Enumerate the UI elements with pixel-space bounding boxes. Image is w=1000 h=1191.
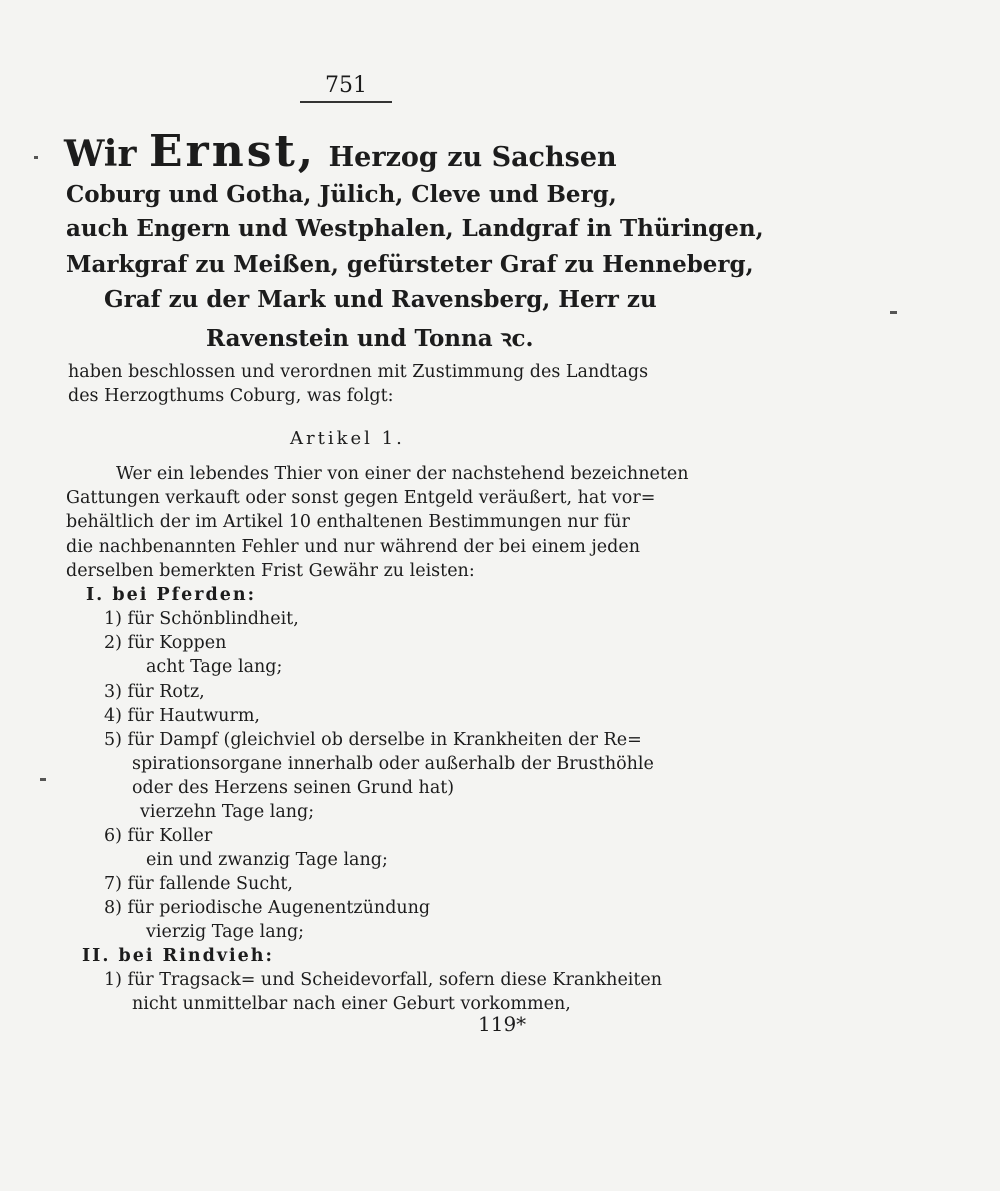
title-line: Graf zu der Mark und Ravensberg, Herr zu: [104, 286, 657, 313]
section-heading-cattle: II. bei Rindvieh:: [82, 946, 274, 966]
list-item: 6) für Koller: [104, 826, 213, 846]
article-line: die nachbenannten Fehler und nur während der bei einem jeden: [66, 537, 640, 557]
article-heading: Artikel 1.: [290, 428, 405, 449]
list-item-duration: ein und zwanzig Tage lang;: [146, 850, 388, 870]
list-item: 3) für Rotz,: [104, 682, 205, 702]
title-line: Ravenstein und Tonna ꝛc.: [206, 325, 534, 352]
article-line: derselben bemerkten Frist Gewähr zu leisten:: [66, 561, 475, 581]
list-item: 5) für Dampf (gleichviel ob derselbe in Krankheiten der Re=: [104, 730, 642, 750]
section-heading-horses: I. bei Pferden:: [86, 585, 257, 605]
title-line: auch Engern und Westphalen, Landgraf in Thüringen,: [66, 215, 764, 242]
list-item: 4) für Hautwurm,: [104, 706, 260, 726]
specks: [40, 778, 46, 781]
title-word-wir: Wir: [64, 133, 137, 175]
title-first-line: [64, 126, 617, 177]
list-item: 1) für Schönblindheit,: [104, 609, 299, 629]
list-item-duration: vierzig Tage lang;: [146, 922, 305, 942]
list-item: 7) für fallende Sucht,: [104, 874, 293, 894]
list-item: 2) für Koppen: [104, 633, 227, 653]
article-line: behältlich der im Artikel 10 enthaltenen Bestimmungen nur für: [66, 512, 630, 532]
intro-line: des Herzogthums Coburg, was folgt:: [68, 386, 394, 406]
list-item-continuation: oder des Herzens seinen Grund hat): [132, 778, 455, 798]
page-number: 751: [325, 73, 367, 98]
specks: [890, 311, 897, 314]
list-item-continuation: spirationsorgane innerhalb oder außerhalb der Brusthöhle: [132, 754, 654, 774]
list-item: 8) für periodische Augenentzündung: [104, 898, 431, 918]
article-line: Gattungen verkauft oder sonst gegen Entgeld veräußert, hat vor=: [66, 488, 656, 508]
title-line: Coburg und Gotha, Jülich, Cleve und Berg,: [66, 181, 617, 208]
title-line: Markgraf zu Meißen, gefürsteter Graf zu Henneberg,: [66, 251, 754, 278]
article-line: Wer ein lebendes Thier von einer der nachstehend bezeichneten: [116, 464, 689, 484]
specks: [34, 156, 38, 159]
list-item-continuation: nicht unmittelbar nach einer Geburt vorkommen,: [132, 994, 571, 1014]
title-herzog: Herzog zu Sachsen: [328, 142, 617, 173]
signature-mark: 119*: [478, 1012, 527, 1036]
list-item-duration: acht Tage lang;: [146, 657, 283, 677]
list-item: 1) für Tragsack= und Scheidevorfall, sofern diese Krankheiten: [104, 970, 663, 990]
page-number-rule: [300, 101, 392, 103]
list-item-duration: vierzehn Tage lang;: [140, 802, 315, 822]
intro-line: haben beschlossen und verordnen mit Zustimmung des Landtags: [68, 362, 649, 382]
title-word-ernst: Ernst,: [149, 126, 317, 177]
